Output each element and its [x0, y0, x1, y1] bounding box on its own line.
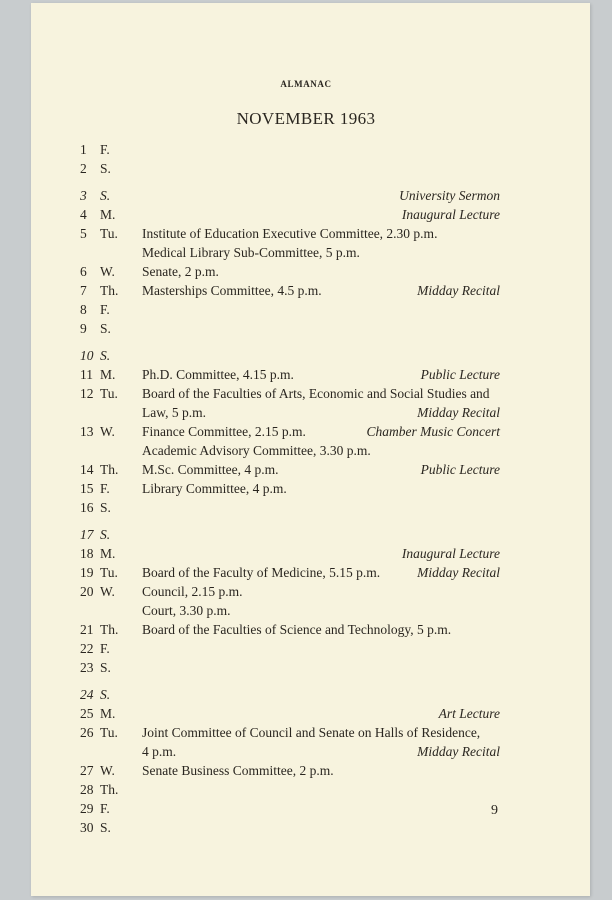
- day-of-week: S.: [100, 687, 111, 702]
- day-number: 9: [80, 321, 87, 336]
- calendar-day-row: [0, 544, 612, 563]
- event-entry: 4 p.m.: [142, 744, 177, 759]
- day-of-week: S.: [100, 500, 111, 515]
- day-of-week: S.: [100, 820, 111, 835]
- event-entry: Library Committee, 4 p.m.: [142, 481, 287, 496]
- day-of-week: Th.: [100, 622, 119, 637]
- day-of-week: M.: [100, 706, 116, 721]
- calendar-day-row: [0, 639, 612, 658]
- calendar-day-row: [0, 186, 612, 205]
- day-number: 25: [80, 706, 94, 721]
- day-of-week: S.: [100, 527, 111, 542]
- day-events: [142, 620, 500, 639]
- day-of-week: W.: [100, 264, 115, 279]
- event-entry: Joint Committee of Council and Senate on Halls of Residence,: [142, 725, 481, 740]
- page-number: 9: [491, 803, 498, 818]
- calendar-day-row: [0, 346, 612, 365]
- day-number: 28: [80, 782, 94, 797]
- public-event-label: Midday Recital: [417, 405, 500, 420]
- event-entry: Finance Committee, 2.15 p.m.: [142, 424, 306, 439]
- day-number: 3: [80, 188, 87, 203]
- public-event-label: Midday Recital: [417, 283, 500, 298]
- calendar-day-row: [0, 281, 612, 300]
- day-number: 27: [80, 763, 94, 778]
- day-of-week: W.: [100, 424, 115, 439]
- calendar-day-row: [0, 365, 612, 384]
- day-number: 5: [80, 226, 87, 241]
- day-of-week: Tu.: [100, 725, 118, 740]
- public-event-label: Public Lecture: [420, 367, 500, 382]
- calendar-day-row: [0, 460, 612, 479]
- calendar-day-row: [0, 479, 612, 498]
- day-of-week: Th.: [100, 462, 119, 477]
- calendar-day-row: [0, 262, 612, 281]
- public-event-label: Inaugural Lecture: [401, 546, 500, 561]
- day-of-week: M.: [100, 546, 116, 561]
- public-event-label: Chamber Music Concert: [366, 424, 500, 439]
- day-number: 23: [80, 660, 94, 675]
- calendar-day-row: [0, 224, 612, 262]
- day-number: 6: [80, 264, 87, 279]
- day-of-week: S.: [100, 660, 111, 675]
- day-of-week: S.: [100, 188, 111, 203]
- calendar-day-row: [0, 704, 612, 723]
- calendar-day-row: [0, 818, 612, 837]
- calendar-day-row: [0, 685, 612, 704]
- calendar-day-row: [0, 140, 612, 159]
- day-of-week: M.: [100, 367, 116, 382]
- day-events: [142, 479, 500, 498]
- event-entry: Council, 2.15 p.m.: [142, 584, 243, 599]
- day-number: 11: [80, 367, 93, 382]
- day-number: 30: [80, 820, 94, 835]
- calendar-day-row: [0, 319, 612, 338]
- event-entry: Court, 3.30 p.m.: [142, 603, 231, 618]
- day-number: 17: [80, 527, 94, 542]
- calendar-day-row: [0, 799, 612, 818]
- day-of-week: S.: [100, 161, 111, 176]
- calendar-day-row: [0, 582, 612, 620]
- day-number: 1: [80, 142, 87, 157]
- day-of-week: F.: [100, 481, 110, 496]
- event-entry: Senate, 2 p.m.: [142, 264, 219, 279]
- day-of-week: S.: [100, 348, 111, 363]
- calendar-day-row: [0, 620, 612, 639]
- day-of-week: F.: [100, 142, 110, 157]
- day-number: 20: [80, 584, 94, 599]
- day-number: 16: [80, 500, 94, 515]
- day-of-week: M.: [100, 207, 116, 222]
- day-of-week: Th.: [100, 782, 119, 797]
- calendar-day-row: [0, 563, 612, 582]
- day-number: 10: [80, 348, 94, 363]
- event-entry: Board of the Faculties of Arts, Economic and Social Studies and: [142, 386, 490, 401]
- day-of-week: Tu.: [100, 226, 118, 241]
- calendar-day-row: [0, 498, 612, 517]
- day-number: 21: [80, 622, 94, 637]
- day-number: 4: [80, 207, 87, 222]
- calendar-day-row: [0, 658, 612, 677]
- day-events: [142, 224, 500, 262]
- event-entry: M.Sc. Committee, 4 p.m.: [142, 462, 279, 477]
- day-number: 22: [80, 641, 94, 656]
- calendar-day-row: [0, 780, 612, 799]
- public-event-label: Midday Recital: [417, 565, 500, 580]
- day-of-week: F.: [100, 302, 110, 317]
- day-number: 26: [80, 725, 94, 740]
- day-number: 24: [80, 687, 94, 702]
- calendar-day-row: [0, 422, 612, 460]
- calendar-day-row: [0, 525, 612, 544]
- calendar-day-row: [0, 384, 612, 422]
- day-number: 8: [80, 302, 87, 317]
- event-entry: Board of the Faculties of Science and Technology, 5 p.m.: [142, 622, 452, 637]
- event-entry: Academic Advisory Committee, 3.30 p.m.: [142, 443, 371, 458]
- day-events: [142, 262, 500, 281]
- page-title: NOVEMBER 1963: [236, 109, 376, 128]
- calendar-day-row: [0, 159, 612, 178]
- day-of-week: S.: [100, 321, 111, 336]
- day-events: [142, 582, 500, 620]
- event-entry: Ph.D. Committee, 4.15 p.m.: [142, 367, 294, 382]
- day-number: 14: [80, 462, 94, 477]
- public-event-label: Midday Recital: [417, 744, 500, 759]
- event-entry: Medical Library Sub-Committee, 5 p.m.: [142, 245, 360, 260]
- calendar-day-row: [0, 761, 612, 780]
- day-of-week: Th.: [100, 283, 119, 298]
- day-number: 29: [80, 801, 94, 816]
- event-entry: Law, 5 p.m.: [142, 405, 206, 420]
- public-event-label: Art Lecture: [438, 706, 500, 721]
- event-entry: Board of the Faculty of Medicine, 5.15 p.m.: [142, 565, 381, 580]
- calendar-day-row: [0, 205, 612, 224]
- public-event-label: Inaugural Lecture: [401, 207, 500, 222]
- day-number: 12: [80, 386, 94, 401]
- day-number: 2: [80, 161, 87, 176]
- day-number: 13: [80, 424, 94, 439]
- day-of-week: Tu.: [100, 565, 118, 580]
- calendar-day-row: [0, 723, 612, 761]
- event-entry: Masterships Committee, 4.5 p.m.: [142, 283, 322, 298]
- day-of-week: F.: [100, 641, 110, 656]
- day-events: [142, 761, 500, 780]
- calendar-day-row: [0, 300, 612, 319]
- day-number: 7: [80, 283, 87, 298]
- day-number: 19: [80, 565, 94, 580]
- running-head: ALMANAC: [280, 79, 332, 89]
- event-entry: Senate Business Committee, 2 p.m.: [142, 763, 334, 778]
- public-event-label: University Sermon: [399, 188, 500, 203]
- public-event-label: Public Lecture: [420, 462, 500, 477]
- calendar-list: [0, 140, 612, 837]
- event-entry: Institute of Education Executive Committee, 2.30 p.m.: [142, 226, 438, 241]
- day-of-week: F.: [100, 801, 110, 816]
- day-number: 18: [80, 546, 94, 561]
- day-of-week: Tu.: [100, 386, 118, 401]
- day-of-week: W.: [100, 763, 115, 778]
- day-number: 15: [80, 481, 94, 496]
- day-of-week: W.: [100, 584, 115, 599]
